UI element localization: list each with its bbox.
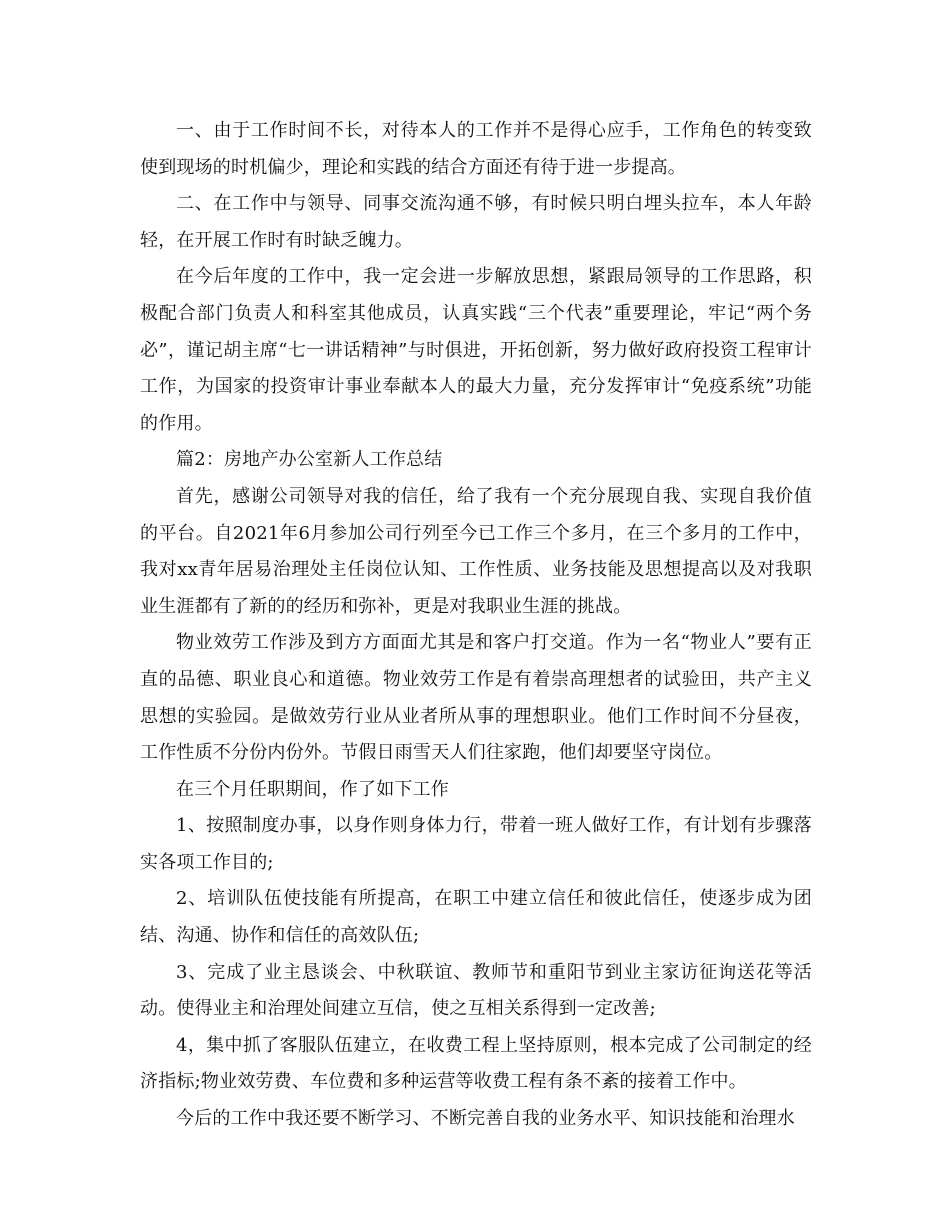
list-item: 1、按照制度办事，以身作则身体力行，带着一班人做好工作，有计划有步骤落实各项工作目的; (140, 815, 812, 873)
section-heading: 篇2：房地产办公室新人工作总结 (176, 449, 443, 471)
paragraph: 物业效劳工作涉及到方方面面尤其是和客户打交道。作为一名“物业人”要有正直的品德、职业良心和道德。物业效劳工作是有着崇高理想者的试验田，共产主义思想的实验园。是做效劳行业从业者所从事的理想职业。他们工作时间不分昼夜，工作性质不分份内份外。节假日雨雪天人们往家跑，他们却要坚守岗位。 (140, 632, 812, 764)
document-page (140, 113, 812, 1138)
list-item: 4，集中抓了客服队伍建立，在收费工程上坚持原则，根本完成了公司制定的经济指标;物业效劳费、车位费和多种运营等收费工程有条不紊的接着工作中。 (140, 1034, 812, 1093)
paragraph: 首先，感谢公司领导对我的信任，给了我有一个充分展现自我、实现自我价值的平台。自2021年6月参加公司行列至今已工作三个多月，在三个多月的工作中，我对xx青年居易治理处主任岗位认知、工作性质、业务技能及思想提高以及对我职业生涯都有了新的的经历和弥补，更是对我职业生涯的挑战。 (140, 485, 812, 617)
paragraph: 今后的工作中我还要不断学习、不断完善自我的业务水平、知识技能和治理水 (176, 1108, 795, 1130)
paragraph: 在三个月任职期间，作了如下工作 (176, 778, 449, 800)
paragraph: 在今后年度的工作中，我一定会进一步解放思想，紧跟局领导的工作思路，积极配合部门负责人和科室其他成员，认真实践“三个代表”重要理论，牢记“两个务必”，谨记胡主席“七一讲话精神”与时俱进，开拓创新，努力做好政府投资工程审计工作，为国家的投资审计事业奉献本人的最大力量，充分发挥审计“免疫系统”功能的作用。 (140, 266, 812, 434)
list-item: 2、培训队伍使技能有所提高，在职工中建立信任和彼此信任，使逐步成为团结、沟通、协作和信任的高效队伍; (140, 888, 812, 947)
paragraph: 二、在工作中与领导、同事交流沟通不够，有时候只明白埋头拉车，本人年龄轻，在开展工作时有时缺乏魄力。 (140, 193, 812, 251)
list-item: 3、完成了业主恳谈会、中秋联谊、教师节和重阳节到业主家访征询送花等活动。使得业主和治理处间建立互信，使之互相关系得到一定改善; (140, 961, 812, 1020)
paragraph: 一、由于工作时间不长，对待本人的工作并不是得心应手，工作角色的转变致使到现场的时机偏少，理论和实践的结合方面还有待于进一步提高。 (140, 120, 812, 178)
